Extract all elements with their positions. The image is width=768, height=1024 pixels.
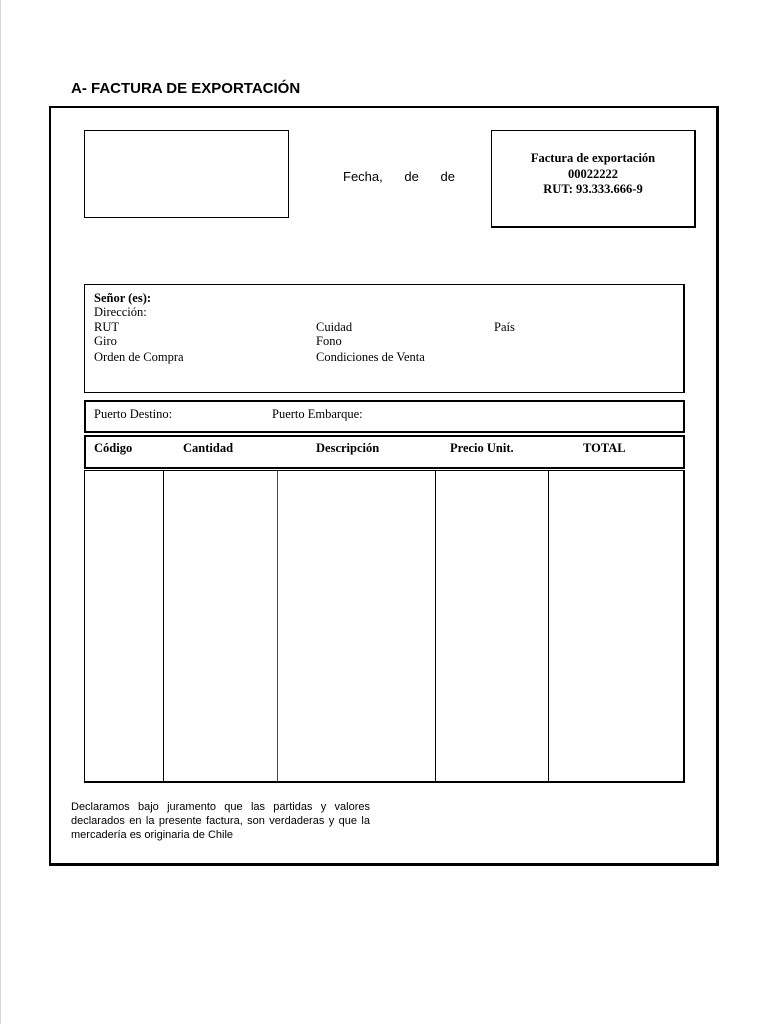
client-rut-label: RUT: [94, 320, 119, 334]
column-divider-descripcion: [435, 471, 436, 781]
column-divider-precio-unit: [548, 471, 549, 781]
column-header-descripcion: Descripción: [316, 441, 380, 455]
column-header-cantidad: Cantidad: [183, 441, 234, 455]
invoice-number: 00022222: [568, 166, 618, 181]
column-divider-cantidad: [277, 471, 278, 781]
declaration-line-2: declarados en la presente factura, son verdaderas y que la: [71, 815, 370, 827]
invoice-type-label: Factura de exportación: [530, 151, 656, 165]
page-edge: [0, 0, 1, 1024]
issuer-rut: RUT: 93.333.666-9: [543, 182, 643, 196]
page-title: A- FACTURA DE EXPORTACIÓN: [71, 80, 301, 97]
declaration-line-3: mercadería es originaria de Chile: [71, 829, 234, 841]
date-line: Fecha, de de: [343, 169, 456, 184]
client-fono-label: Fono: [316, 334, 342, 348]
declaration-line-1: Declaramos bajo juramento que las partidas y valores: [71, 801, 370, 813]
items-table-body: [84, 470, 685, 783]
declaration-text: [71, 800, 370, 842]
client-direccion-label: Dirección:: [94, 305, 147, 319]
puerto-destino-label: Puerto Destino:: [94, 407, 173, 421]
client-orden-compra-label: Orden de Compra: [94, 350, 184, 364]
logo-placeholder-box: [84, 130, 289, 218]
column-header-total: TOTAL: [583, 441, 626, 455]
column-header-precio-unit: Precio Unit.: [450, 441, 514, 455]
ports-box: [84, 400, 685, 433]
invoice-number-box: [491, 130, 696, 228]
column-divider-codigo: [163, 471, 164, 781]
column-header-codigo: Código: [94, 441, 133, 455]
client-condiciones-venta-label: Condiciones de Venta: [316, 350, 425, 364]
client-giro-label: Giro: [94, 334, 117, 348]
client-senores-label: Señor (es):: [94, 291, 152, 305]
puerto-embarque-label: Puerto Embarque:: [272, 407, 363, 421]
client-pais-label: País: [494, 320, 515, 334]
client-ciudad-label: Cuidad: [316, 320, 353, 334]
client-info-box: [84, 284, 685, 393]
